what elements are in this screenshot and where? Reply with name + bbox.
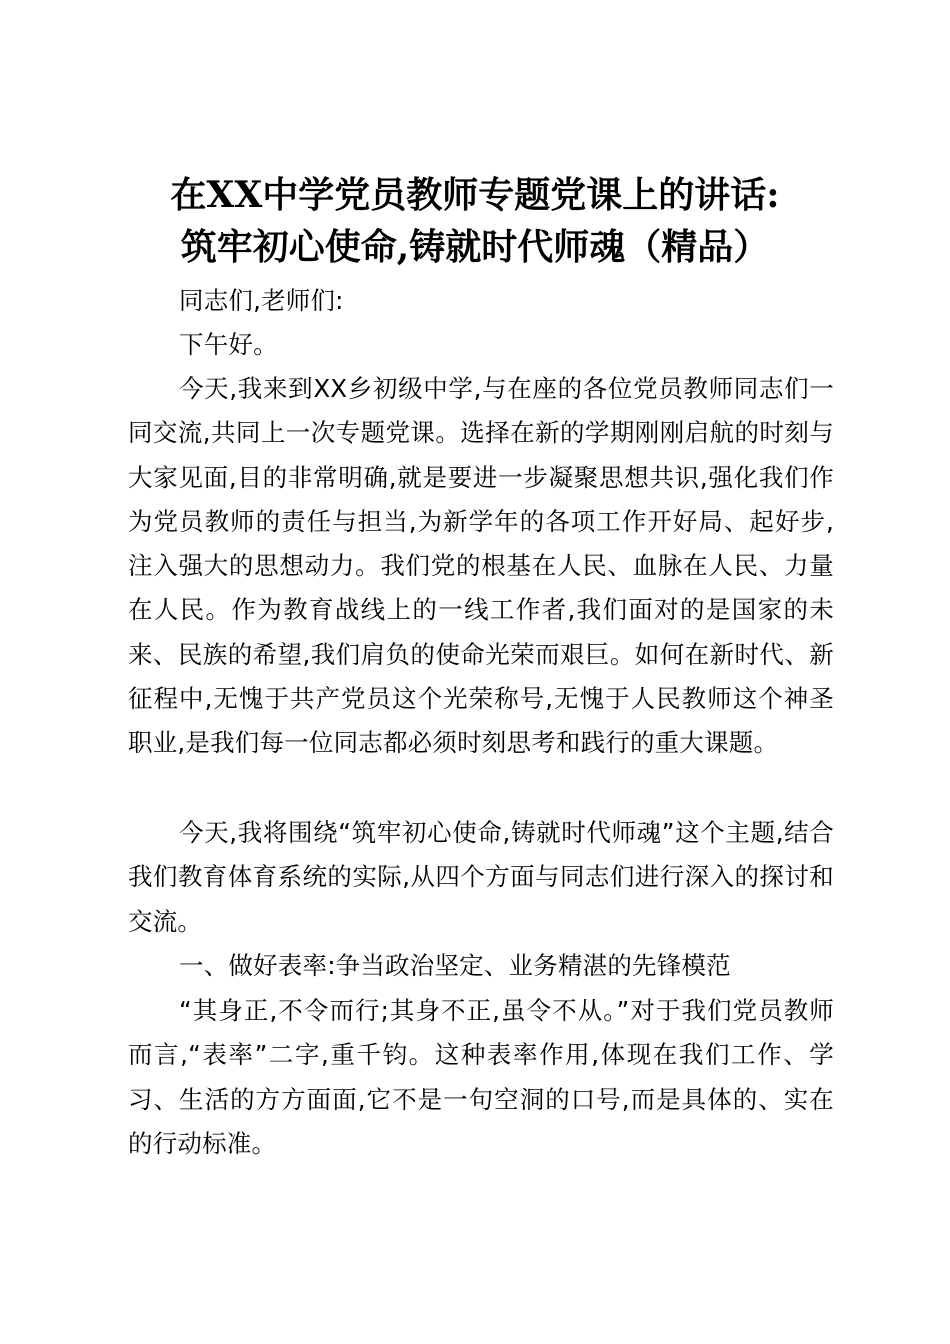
section-heading-1: 一、做好表率:争当政治坚定、业务精湛的先锋模范 <box>179 951 731 980</box>
paragraph-section-1: “其身正,不令而行;其身不正,虽令不从。”对于我们党员教师而言,“表率”二字,重千钧。这种表率作用,体现在我们工作、学习、生活的方方面面,它不是一句空洞的口号,而是具体的、实在的行动标准。 <box>128 996 834 1158</box>
document-title-line-1: 在XX中学党员教师专题党课上的讲话: <box>170 174 780 216</box>
paragraph-intro: 今天,我来到XX乡初级中学,与在座的各位党员教师同志们一同交流,共同上一次专题党课。选择在新的学期刚刚启航的时刻与大家见面,目的非常明确,就是要进一步凝聚思想共识,强化我们作为党员教师的责任与担当,为新学年的各项工作开好局、起好步,注入强大的思想动力。我们党的根基在人民、血脉在人民、力量在人民。作为教育战线上的一线工作者,我们面对的是国家的未来、民族的希望,我们肩负的使命光荣而艰巨。如何在新时代、新征程中,无愧于共产党员这个光荣称号,无愧于人民教师这个神圣职业,是我们每一位同志都必须时刻思考和践行的重大课题。 <box>128 374 834 758</box>
greeting: 下午好。 <box>179 330 278 359</box>
paragraph-theme: 今天,我将围绕“筑牢初心使命,铸就时代师魂”这个主题,结合我们教育体育系统的实际,从四个方面与同志们进行深入的探讨和交流。 <box>128 818 834 936</box>
document-title-line-2: 筑牢初心使命,铸就时代师魂（精品） <box>180 226 770 268</box>
salutation: 同志们,老师们: <box>179 286 344 315</box>
